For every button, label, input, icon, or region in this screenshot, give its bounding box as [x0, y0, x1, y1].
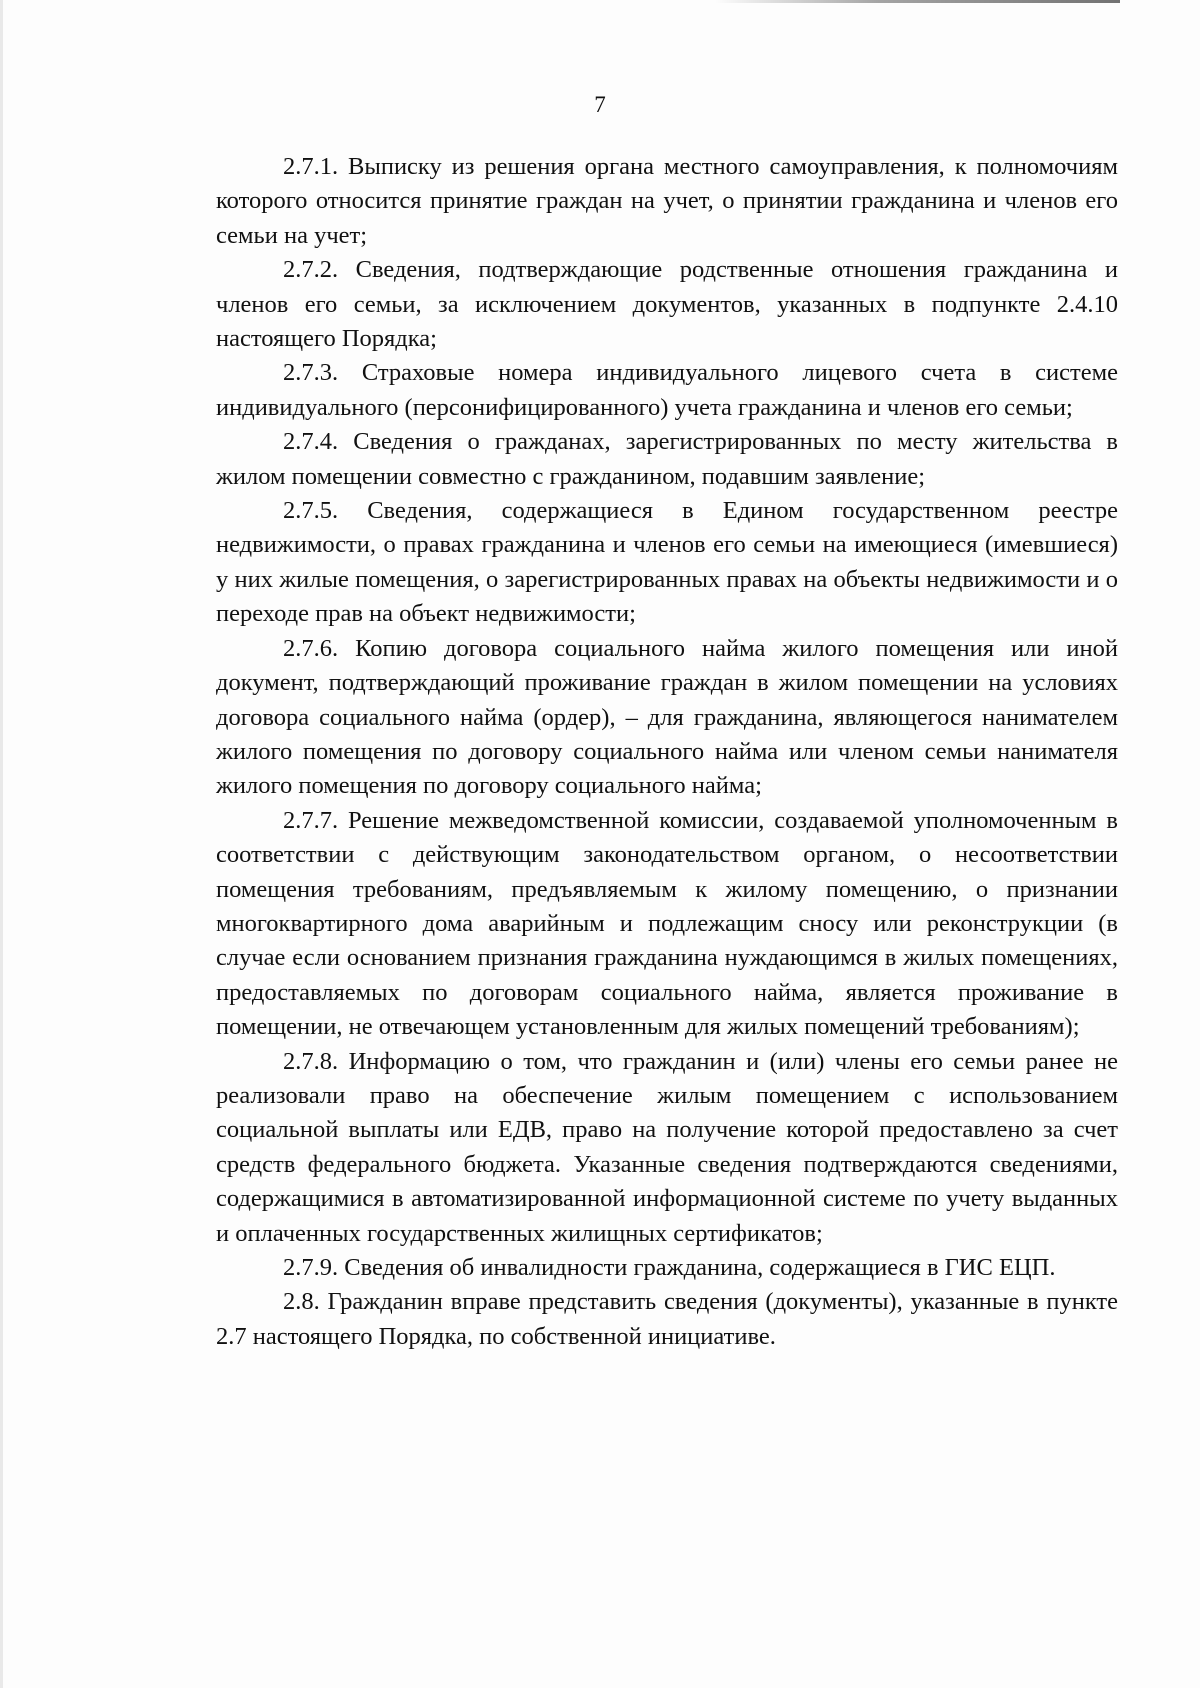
paragraph-2-7-3: 2.7.3. Страховые номера индивидуального лицевого счета в системе индивидуального (персонифицированного) учета гражданина и членов его семьи; [216, 359, 1118, 421]
paragraph-2-7-6: 2.7.6. Копию договора социального найма жилого помещения или иной документ, подтверждающий проживание граждан в жилом помещении на условиях договора социального найма (ордер), – для гражданина, являющегося нанимателем жилого помещения по договору социального найма или членом семьи нанимателя жилого помещения по договору социального найма; [216, 634, 1118, 800]
paragraph-2-7-2: 2.7.2. Сведения, подтверждающие родственные отношения гражданина и членов его семьи, за исключением документов, указанных в подпункте 2.4.10 настоящего Порядка; [216, 256, 1118, 353]
paragraph-2-8: 2.8. Гражданин вправе представить сведения (документы), указанные в пункте 2.7 настоящего Порядка, по собственной инициативе. [216, 1288, 1118, 1350]
paragraph-2-7-9: 2.7.9. Сведения об инвалидности гражданина, содержащиеся в ГИС ЕЦП. [283, 1254, 1056, 1281]
paragraph-2-7-7: 2.7.7. Решение межведомственной комиссии, создаваемой уполномоченным в соответствии с действующим законодательством органом, о несоответствии помещения требованиям, предъявляемым к жилому помещению, о признании многоквартирного дома аварийным и подлежащим сносу или реконструкции (в случае если основанием признания гражданина нуждающимся в жилых помещениях, предоставляемых по договорам социального найма, является проживание в помещении, не отвечающем установленным для жилых помещений требованиям); [216, 806, 1118, 1041]
paragraph-2-7-1: 2.7.1. Выписку из решения органа местного самоуправления, к полномочиям которого относится принятие граждан на учет, о принятии гражданина и членов его семьи на учет; [216, 153, 1118, 249]
scan-edge-left [0, 0, 3, 1688]
paragraph-2-7-4: 2.7.4. Сведения о гражданах, зарегистрированных по месту жительства в жилом помещении совместно с гражданином, подавшим заявление; [216, 428, 1118, 490]
document-body [216, 150, 1118, 1354]
page-number: 7 [594, 92, 606, 117]
scan-edge-top [715, 0, 1120, 3]
paragraph-2-7-8: 2.7.8. Информацию о том, что гражданин и (или) члены его семьи ранее не реализовали право на обеспечение жилым помещением с использованием социальной выплаты или ЕДВ, право на получение которой предоставлено за счет средств федерального бюджета. Указанные сведения подтверждаются сведениями, содержащимися в автоматизированной информационной системе по учету выданных и оплаченных государственных жилищных сертификатов; [216, 1047, 1118, 1247]
paragraph-2-7-5: 2.7.5. Сведения, содержащиеся в Едином государственном реестре недвижимости, о правах гражданина и членов его семьи на имеющиеся (имевшиеся) у них жилые помещения, о зарегистрированных правах на объекты недвижимости и о переходе прав на объект недвижимости; [216, 497, 1118, 628]
